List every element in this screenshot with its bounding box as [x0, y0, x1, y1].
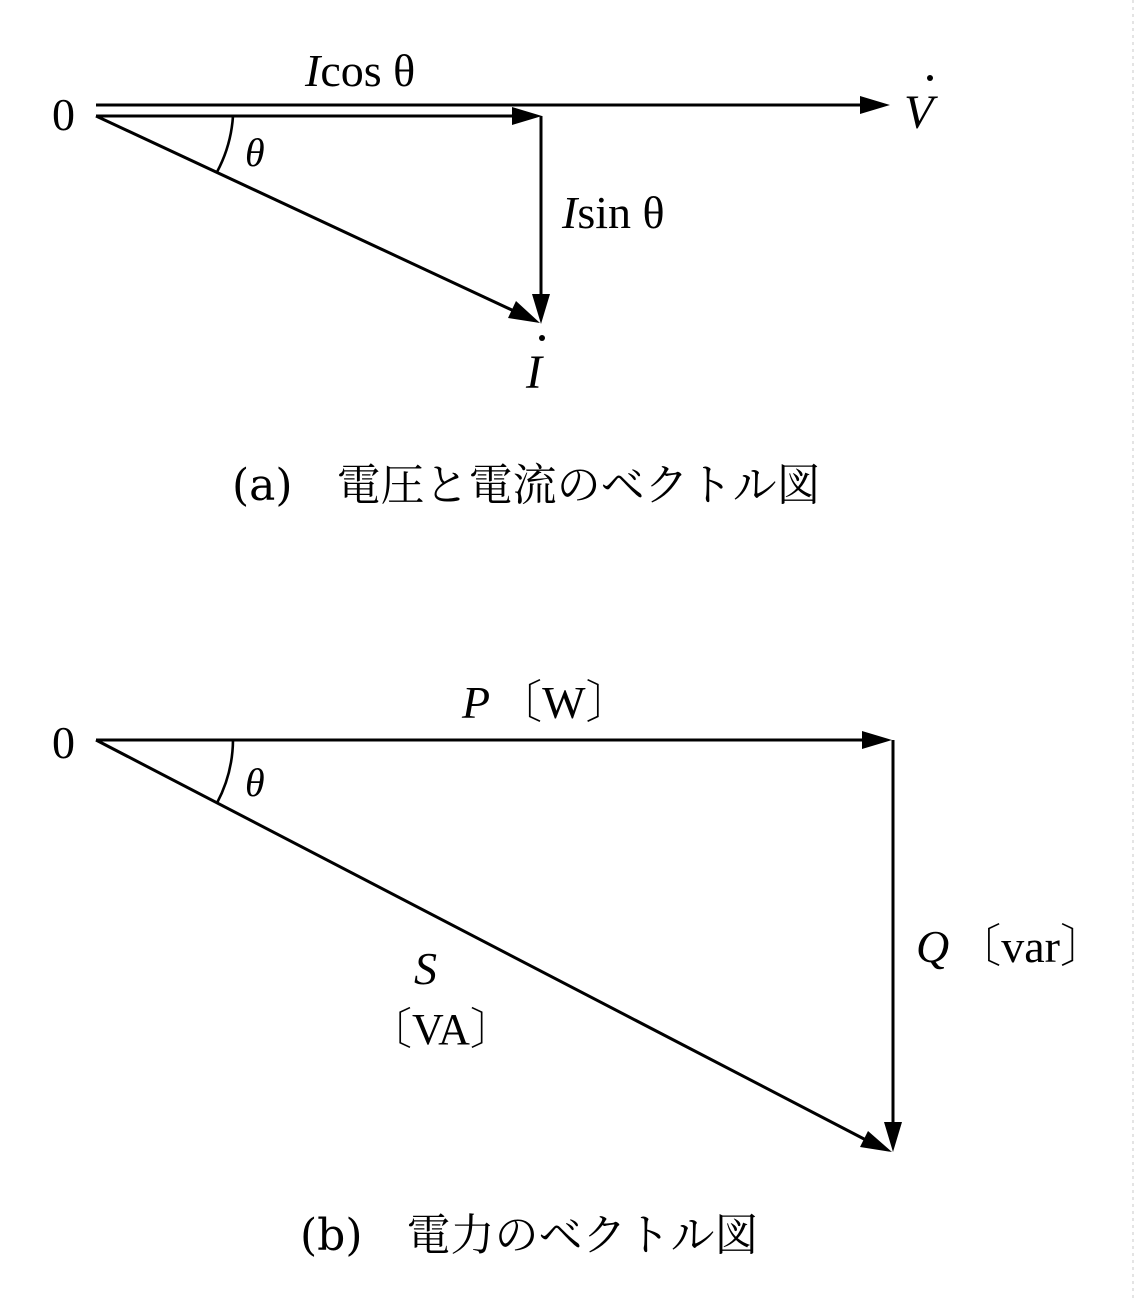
s-vector-line [96, 740, 866, 1140]
s-unit-label: 〔VA〕 [368, 1005, 514, 1054]
icos-label: Icos θ [305, 45, 416, 96]
caption-b: (b) 電力のベクトル図 [300, 1210, 759, 1261]
origin-label-a: 0 [52, 89, 75, 140]
p-vector-arrowhead [862, 731, 892, 749]
s-vector-arrowhead [860, 1131, 892, 1152]
s-label: S [414, 943, 437, 994]
origin-label-b: 0 [52, 717, 75, 768]
diagram-b [52, 677, 1106, 1261]
theta-label-b: θ [245, 760, 265, 805]
icos-vector-arrowhead [512, 107, 542, 125]
isin-label: Isin θ [562, 187, 665, 238]
theta-label-a: θ [245, 130, 265, 175]
theta-arc-b [217, 740, 233, 803]
p-label: P 〔W〕 [462, 677, 632, 728]
i-phasor-dot [539, 335, 545, 341]
v-vector-arrowhead [860, 96, 890, 114]
v-phasor-dot [927, 75, 933, 81]
caption-a: (a) 電圧と電流のベクトル図 [232, 460, 821, 511]
v-phasor-label: V [904, 86, 934, 139]
i-vector-line [96, 116, 514, 311]
q-label: Q 〔var〕 [916, 921, 1106, 972]
diagram-a [52, 45, 938, 511]
i-phasor-label: I [526, 346, 542, 399]
theta-arc-a [217, 116, 233, 172]
